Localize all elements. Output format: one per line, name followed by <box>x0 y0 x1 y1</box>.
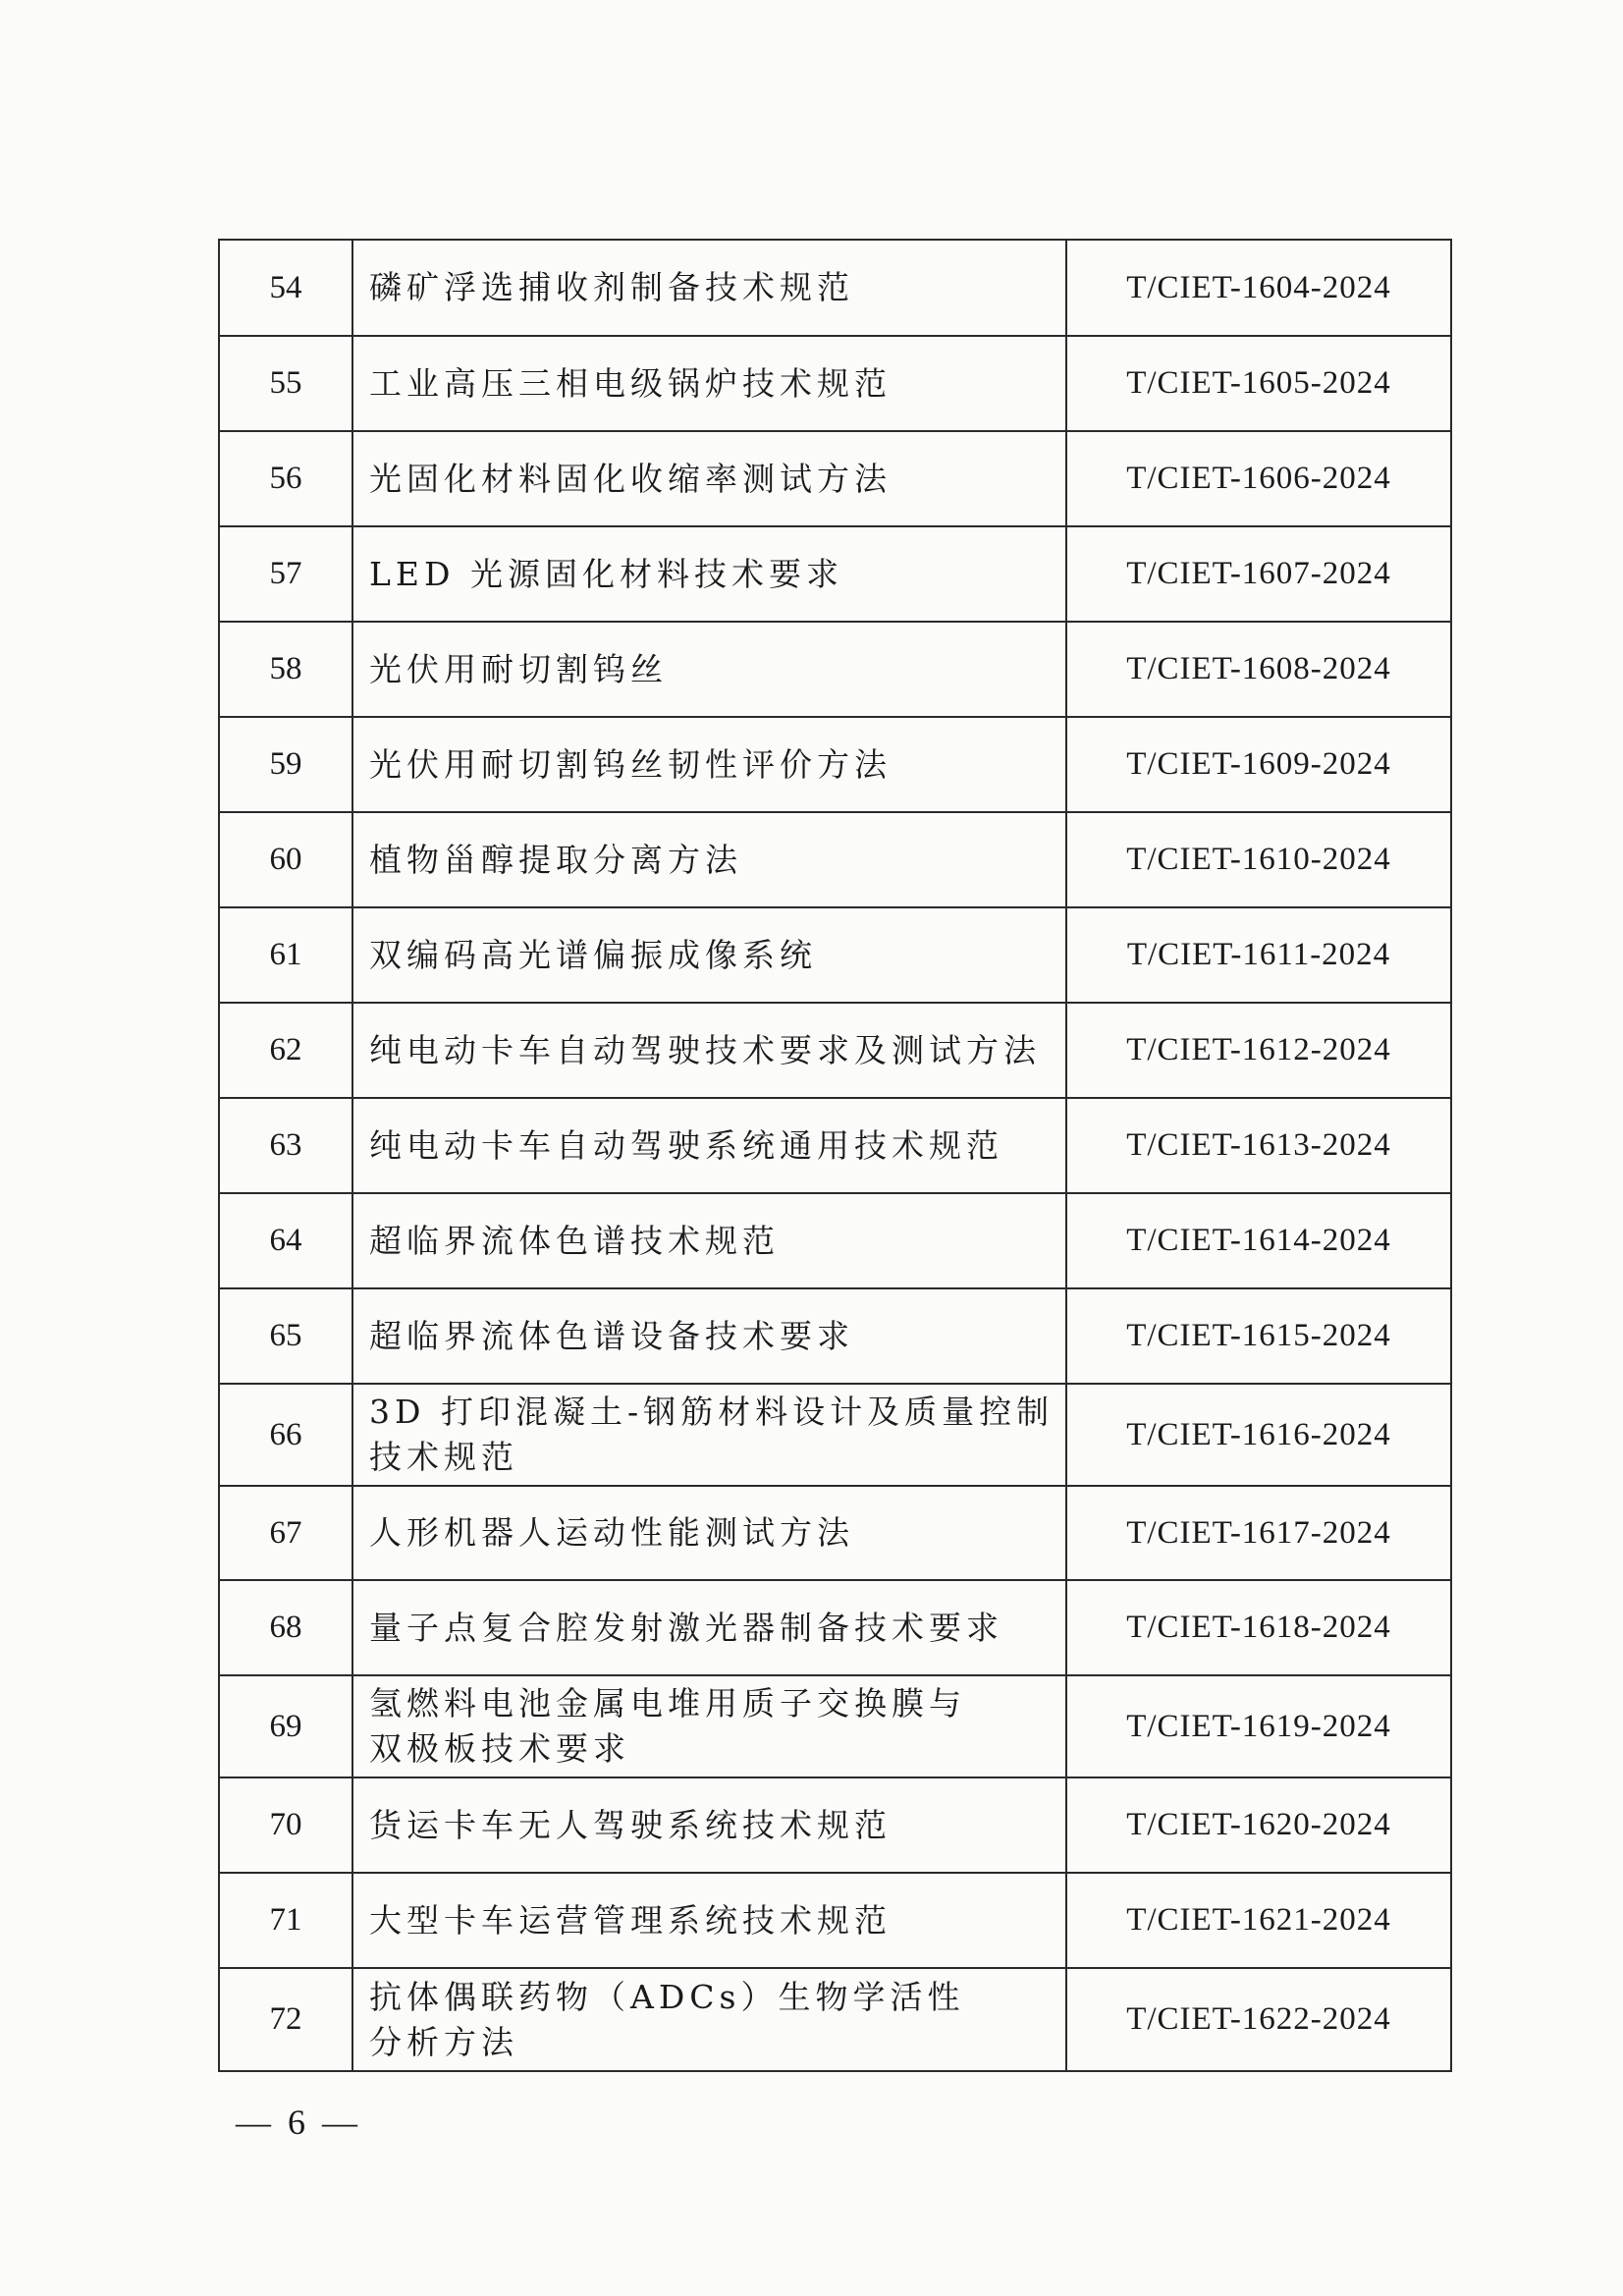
standard-code: T/CIET-1612-2024 <box>1066 1003 1451 1098</box>
table-row <box>219 907 1451 1003</box>
standard-name <box>352 1098 1066 1193</box>
table-row <box>219 1580 1451 1675</box>
table-row <box>219 1003 1451 1098</box>
standard-code: T/CIET-1621-2024 <box>1066 1873 1451 1968</box>
standard-name <box>352 431 1066 526</box>
standard-name-line: 人形机器人运动性能测试方法 <box>369 1513 854 1552</box>
standard-name <box>352 1193 1066 1288</box>
row-number: 71 <box>219 1873 352 1968</box>
standard-name <box>352 1580 1066 1675</box>
row-number: 56 <box>219 431 352 526</box>
row-number: 65 <box>219 1288 352 1384</box>
standard-code: T/CIET-1609-2024 <box>1066 717 1451 812</box>
standard-name-line: 量子点复合腔发射激光器制备技术要求 <box>369 1608 1003 1647</box>
row-number: 57 <box>219 526 352 622</box>
standard-code: T/CIET-1607-2024 <box>1066 526 1451 622</box>
standard-code: T/CIET-1617-2024 <box>1066 1486 1451 1580</box>
standard-code: T/CIET-1615-2024 <box>1066 1288 1451 1384</box>
standard-code: T/CIET-1622-2024 <box>1066 1968 1451 2071</box>
standard-name-line: 超临界流体色谱技术规范 <box>369 1221 780 1260</box>
table-row <box>219 812 1451 907</box>
row-number: 58 <box>219 622 352 717</box>
standard-code: T/CIET-1604-2024 <box>1066 240 1451 336</box>
standard-name <box>352 1288 1066 1384</box>
standard-name-line: 3D 打印混凝土-钢筋材料设计及质量控制 <box>369 1393 1055 1431</box>
standard-code: T/CIET-1611-2024 <box>1066 907 1451 1003</box>
standard-name <box>352 1968 1066 2071</box>
standard-name <box>352 336 1066 431</box>
row-number: 54 <box>219 240 352 336</box>
standard-name-line: 技术规范 <box>369 1438 518 1476</box>
row-number: 60 <box>219 812 352 907</box>
standard-name <box>352 1873 1066 1968</box>
standard-name-line: 双极板技术要求 <box>369 1729 630 1768</box>
row-number: 62 <box>219 1003 352 1098</box>
row-number: 55 <box>219 336 352 431</box>
standard-name <box>352 717 1066 812</box>
standard-name <box>352 1486 1066 1580</box>
standard-name <box>352 1384 1066 1486</box>
row-number: 59 <box>219 717 352 812</box>
row-number: 66 <box>219 1384 352 1486</box>
standards-table <box>218 239 1452 2072</box>
table-row <box>219 1675 1451 1777</box>
table-row <box>219 1968 1451 2071</box>
standard-code: T/CIET-1618-2024 <box>1066 1580 1451 1675</box>
table-row <box>219 1873 1451 1968</box>
standard-code: T/CIET-1619-2024 <box>1066 1675 1451 1777</box>
table-row <box>219 240 1451 336</box>
standard-name-line: 纯电动卡车自动驾驶系统通用技术规范 <box>369 1125 1003 1165</box>
table-row <box>219 1288 1451 1384</box>
table-row <box>219 622 1451 717</box>
row-number: 64 <box>219 1193 352 1288</box>
standard-name-line: LED 光源固化材料技术要求 <box>369 554 843 593</box>
standard-name-line: 货运卡车无人驾驶系统技术规范 <box>369 1805 892 1844</box>
standard-name <box>352 812 1066 907</box>
standard-code: T/CIET-1620-2024 <box>1066 1777 1451 1873</box>
row-number: 72 <box>219 1968 352 2071</box>
table-row <box>219 1384 1451 1486</box>
standard-name <box>352 240 1066 336</box>
standard-name-line: 光固化材料固化收缩率测试方法 <box>369 459 892 498</box>
standard-name <box>352 1003 1066 1098</box>
table-row <box>219 1193 1451 1288</box>
standard-name <box>352 907 1066 1003</box>
table-row <box>219 526 1451 622</box>
row-number: 67 <box>219 1486 352 1580</box>
page-number: — 6 — <box>236 2103 361 2142</box>
standard-name-line: 光伏用耐切割钨丝韧性评价方法 <box>369 744 892 784</box>
standard-name <box>352 526 1066 622</box>
standard-code: T/CIET-1608-2024 <box>1066 622 1451 717</box>
standard-name-line: 植物甾醇提取分离方法 <box>369 840 742 879</box>
standard-code: T/CIET-1616-2024 <box>1066 1384 1451 1486</box>
standard-code: T/CIET-1605-2024 <box>1066 336 1451 431</box>
standard-name-line: 光伏用耐切割钨丝 <box>369 649 668 688</box>
standard-name-line: 大型卡车运营管理系统技术规范 <box>369 1900 892 1940</box>
row-number: 61 <box>219 907 352 1003</box>
standard-name-line: 分析方法 <box>369 2022 518 2061</box>
row-number: 63 <box>219 1098 352 1193</box>
table-row <box>219 1777 1451 1873</box>
standard-code: T/CIET-1614-2024 <box>1066 1193 1451 1288</box>
standard-name-line: 氢燃料电池金属电堆用质子交换膜与 <box>369 1684 966 1722</box>
table-row <box>219 717 1451 812</box>
row-number: 69 <box>219 1675 352 1777</box>
standard-name-line: 抗体偶联药物（ADCs）生物学活性 <box>369 1977 965 2016</box>
standard-code: T/CIET-1613-2024 <box>1066 1098 1451 1193</box>
standard-name-line: 超临界流体色谱设备技术要求 <box>369 1316 854 1355</box>
row-number: 70 <box>219 1777 352 1873</box>
standard-name-line: 纯电动卡车自动驾驶技术要求及测试方法 <box>369 1030 1041 1069</box>
table-row <box>219 1486 1451 1580</box>
table-row <box>219 431 1451 526</box>
standard-name <box>352 1777 1066 1873</box>
table-row <box>219 336 1451 431</box>
standard-name <box>352 1675 1066 1777</box>
standard-name-line: 磷矿浮选捕收剂制备技术规范 <box>369 268 854 306</box>
table-row <box>219 1098 1451 1193</box>
standard-name <box>352 622 1066 717</box>
standard-code: T/CIET-1610-2024 <box>1066 812 1451 907</box>
standard-name-line: 双编码高光谱偏振成像系统 <box>369 935 817 974</box>
standard-name-line: 工业高压三相电级锅炉技术规范 <box>369 363 892 403</box>
standard-code: T/CIET-1606-2024 <box>1066 431 1451 526</box>
standards-table-body <box>219 240 1451 2071</box>
row-number: 68 <box>219 1580 352 1675</box>
